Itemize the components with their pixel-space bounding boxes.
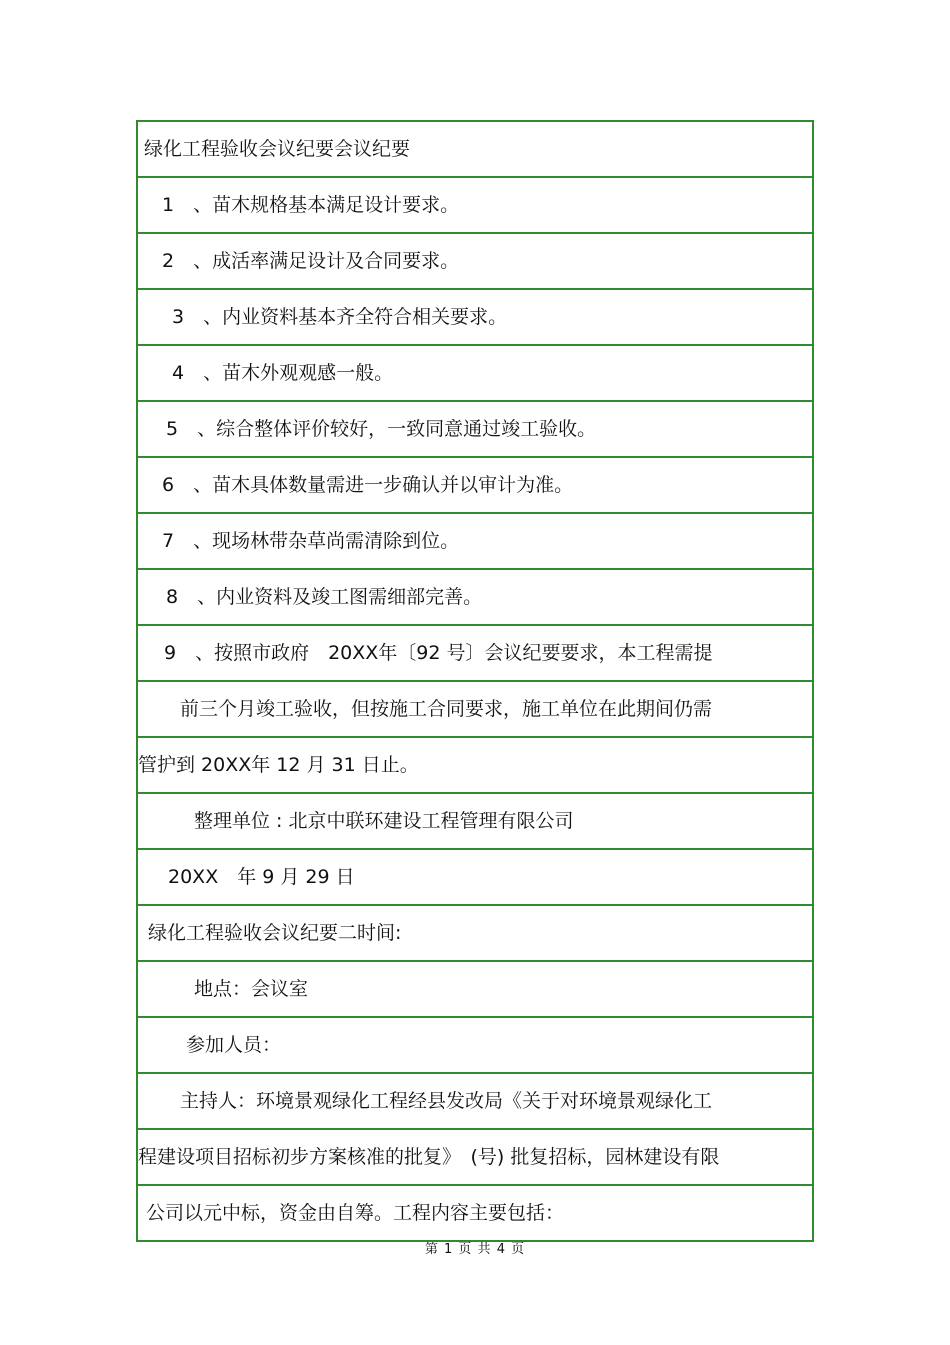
row-text: 3 、内业资料基本齐全符合相关要求。 bbox=[172, 306, 508, 328]
table-row bbox=[138, 234, 812, 290]
row-text: 参加人员： bbox=[186, 1034, 282, 1056]
table-row bbox=[138, 514, 812, 570]
row-text: 公司以元中标，资金由自筹。工程内容主要包括： bbox=[146, 1202, 565, 1224]
table-row bbox=[138, 1186, 812, 1240]
table-row bbox=[138, 962, 812, 1018]
row-text: 主持人：环境景观绿化工程经县发改局《关于对环境景观绿化工 bbox=[180, 1090, 713, 1112]
page-footer: 第 1 页 共 4 页 bbox=[424, 1242, 526, 1257]
row-text: 2 、成活率满足设计及合同要求。 bbox=[162, 250, 460, 272]
row-text: 5 、综合整体评价较好，一致同意通过竣工验收。 bbox=[166, 418, 597, 440]
table-row bbox=[138, 1130, 812, 1186]
table-row bbox=[138, 794, 812, 850]
row-text: 绿化工程验收会议纪要二时间: bbox=[148, 922, 402, 944]
row-text: 程建设项目招标初步方案核准的批复》 (号) 批复招标，园林建设有限 bbox=[138, 1146, 720, 1168]
row-text: 9 、按照市政府 20XX年〔92 号〕会议纪要要求，本工程需提 bbox=[164, 642, 713, 664]
row-text: 整理单位 : 北京中联环建设工程管理有限公司 bbox=[194, 810, 574, 832]
table-row bbox=[138, 738, 812, 794]
row-text: 前三个月竣工验收，但按施工合同要求，施工单位在此期间仍需 bbox=[180, 698, 713, 720]
row-text: 地点：会议室 bbox=[194, 978, 309, 1000]
doc-title: 绿化工程验收会议纪要会议纪要 bbox=[144, 138, 411, 160]
table-row bbox=[138, 178, 812, 234]
row-text: 7 、现场林带杂草尚需清除到位。 bbox=[162, 530, 460, 552]
table-row bbox=[138, 626, 812, 682]
row-text: 1 、苗木规格基本满足设计要求。 bbox=[162, 194, 460, 216]
table-row bbox=[138, 682, 812, 738]
table-row bbox=[138, 346, 812, 402]
table-row bbox=[138, 850, 812, 906]
table-row bbox=[138, 1074, 812, 1130]
row-text: 8 、内业资料及竣工图需细部完善。 bbox=[166, 586, 483, 608]
table-row bbox=[138, 1018, 812, 1074]
row-text: 管护到 20XX年 12 月 31 日止。 bbox=[138, 754, 419, 776]
table-row bbox=[138, 570, 812, 626]
row-text: 6 、苗木具体数量需进一步确认并以审计为准。 bbox=[162, 474, 574, 496]
table-row bbox=[138, 906, 812, 962]
table-row bbox=[138, 458, 812, 514]
table-row bbox=[138, 290, 812, 346]
table-row bbox=[138, 402, 812, 458]
table-row bbox=[138, 122, 812, 178]
row-text: 20XX 年 9 月 29 日 bbox=[168, 866, 355, 888]
minutes-table bbox=[136, 120, 814, 1242]
row-text: 4 、苗木外观观感一般。 bbox=[172, 362, 394, 384]
